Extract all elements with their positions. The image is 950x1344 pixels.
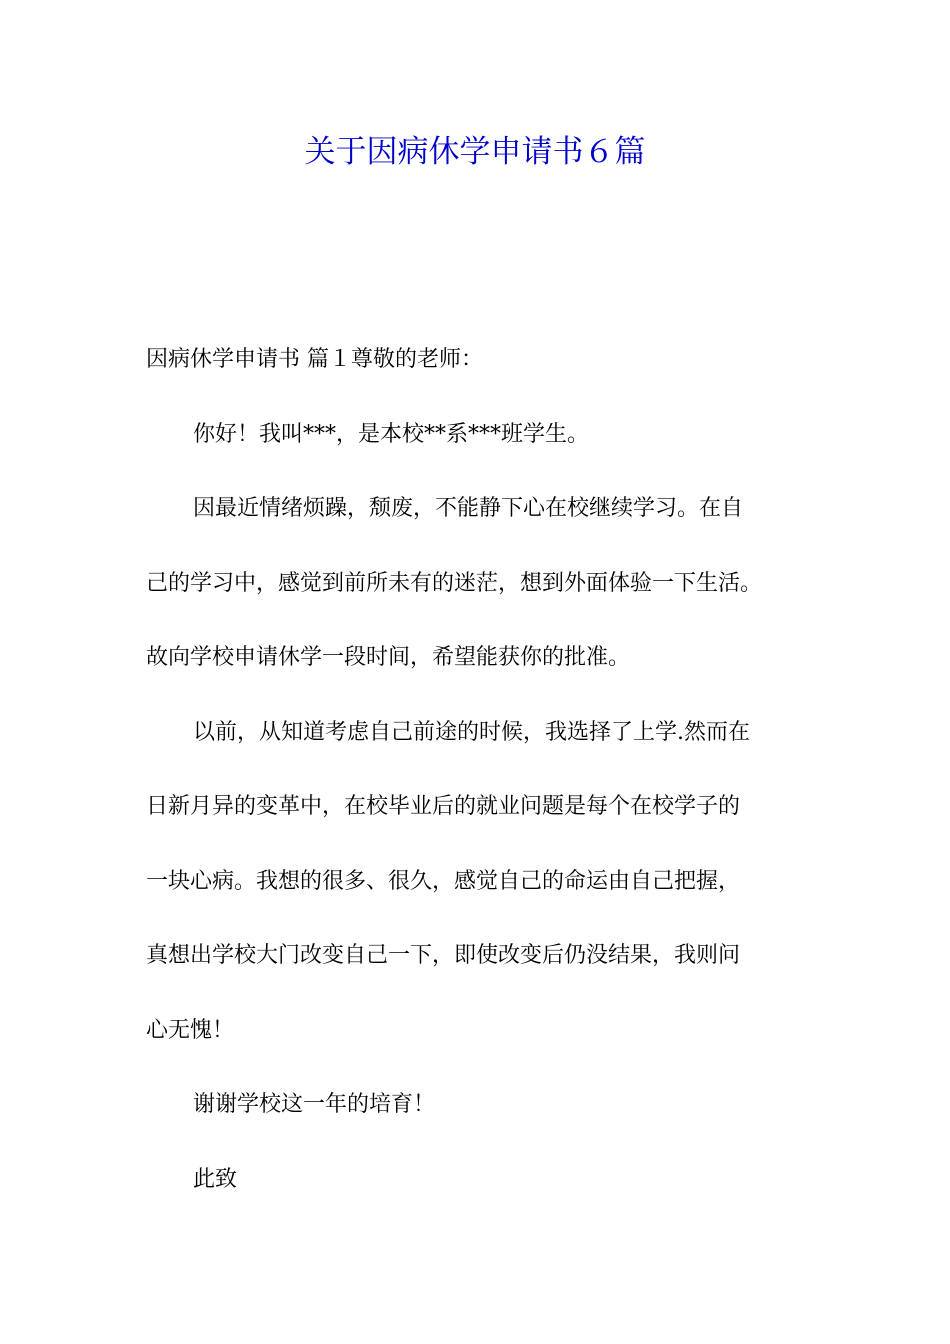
paragraph-line-1: 因病休学申请书 篇１尊敬的老师： <box>146 347 483 372</box>
document-title: 关于因病休学申请书６篇 <box>304 134 646 170</box>
paragraph-line-6: 以前，从知道考虑自己前途的时候，我选择了上学.然而在 <box>193 719 750 745</box>
paragraph-line-8: 一块心病。我想的很多、很久，感觉自己的命运由自己把握， <box>146 868 741 894</box>
paragraph-line-10: 心无愧！ <box>146 1017 235 1043</box>
paragraph-line-7: 日新月异的变革中，在校毕业后的就业问题是每个在校学子的 <box>146 794 741 819</box>
paragraph-line-4: 己的学习中，感觉到前所未有的迷茫，想到外面体验一下生活。 <box>146 570 763 596</box>
paragraph-line-2: 你好！我叫***，是本校**系***班学生。 <box>193 421 590 447</box>
document-body <box>146 340 826 1234</box>
paragraph-line-5: 故向学校申请休学一段时间，希望能获你的批准。 <box>146 645 631 670</box>
paragraph-line-11: 谢谢学校这一年的培育！ <box>193 1092 436 1117</box>
paragraph-line-9: 真想出学校大门改变自己一下，即使改变后仍没结果，我则问 <box>146 943 741 968</box>
paragraph-line-3: 因最近情绪烦躁，颓废，不能静下心在校继续学习。在自 <box>193 496 744 521</box>
paragraph-line-12: 此致 <box>193 1166 238 1192</box>
